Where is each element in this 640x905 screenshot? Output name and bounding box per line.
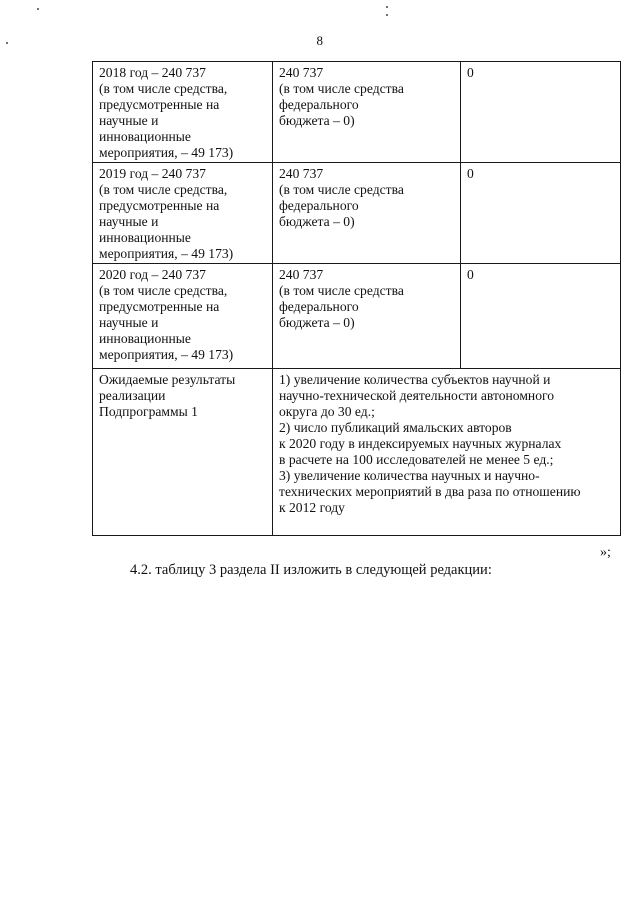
scan-dot-top-2 [386, 14, 388, 16]
other-sources-cell: 0 [461, 163, 621, 264]
okrug-budget-cell: 240 737 (в том числе средства федерального бюджета – 0) [273, 264, 461, 369]
closing-quote: »; [600, 545, 611, 560]
okrug-budget-cell: 240 737 (в том числе средства федерального бюджета – 0) [273, 62, 461, 163]
table-row-2019 [93, 163, 621, 264]
amendment-paragraph: 4.2. таблицу 3 раздела II изложить в следующей редакции: [130, 562, 492, 578]
other-sources-cell: 0 [461, 264, 621, 369]
funding-table [92, 61, 621, 536]
table-row-2020 [93, 264, 621, 369]
table-row-expected-results [93, 369, 621, 536]
total-funding-cell: 2018 год – 240 737 (в том числе средства, предусмотренные на научные и инновационные мероприятия, – 49 173) [93, 62, 273, 163]
table-row-2018 [93, 62, 621, 163]
results-label-cell: Ожидаемые результаты реализации Подпрограммы 1 [93, 369, 273, 536]
total-funding-cell: 2019 год – 240 737 (в том числе средства, предусмотренные на научные и инновационные мероприятия, – 49 173) [93, 163, 273, 264]
page-number: 8 [316, 33, 324, 48]
okrug-budget-cell: 240 737 (в том числе средства федерального бюджета – 0) [273, 163, 461, 264]
total-funding-cell: 2020 год – 240 737 (в том числе средства, предусмотренные на научные и инновационные мероприятия, – 49 173) [93, 264, 273, 369]
scan-dot-left [37, 8, 39, 10]
other-sources-cell: 0 [461, 62, 621, 163]
scan-dot-top [386, 6, 388, 8]
results-text-cell: 1) увеличение количества субъектов научной и научно-технической деятельности автономного округа до 30 ед.; 2) число публикаций ямальских авторов к 2020 году в индексируемых научных журналах в расчете на 100 исследователей не менее 5 ед.; 3) увеличение количества научных и научно- технических мероприятий в два раза по отношению к 2012 году [273, 369, 621, 536]
